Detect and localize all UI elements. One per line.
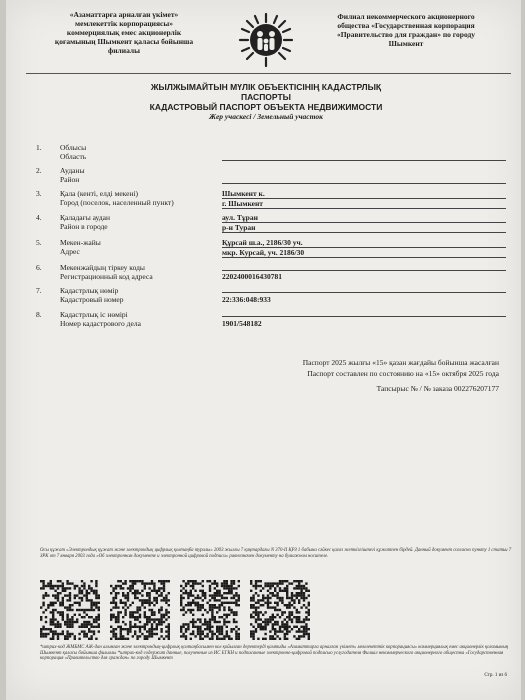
- field-number: 1.: [36, 143, 42, 152]
- field-label: [60, 286, 230, 304]
- qr-code: [40, 580, 100, 640]
- field-underline: [222, 270, 506, 271]
- statement-ru: Паспорт составлен по состоянию на «15» октября 2025 года: [307, 369, 499, 378]
- field-label: [60, 213, 230, 231]
- field-value: 1901/548182: [222, 319, 262, 328]
- field-number: 5.: [36, 238, 42, 247]
- header-left-line: мемлекеттік корпорациясы»: [75, 19, 173, 28]
- order-number: Тапсырыс № / № заказа 002276207177: [376, 384, 499, 393]
- field-number: 3.: [36, 189, 42, 198]
- header-left-line: «Азаматтарға арналған үкімет»: [69, 10, 179, 19]
- qr-code: [110, 580, 170, 640]
- field-underline: [222, 198, 506, 199]
- field-label-kk: Қаладағы аудан: [60, 213, 110, 222]
- header-right: [306, 12, 506, 48]
- field-underline: [222, 232, 506, 233]
- field-number: 6.: [36, 263, 42, 272]
- field-value: 2202400016430781: [222, 272, 282, 281]
- field-underline: [222, 292, 506, 293]
- field-value-kk: Құрсай ш.а., 2186/30 уч.: [222, 238, 303, 247]
- field-value: 22:336:048:933: [222, 295, 271, 304]
- header-left: [34, 10, 214, 55]
- field-label-ru: Номер кадастрового дела: [60, 319, 141, 328]
- qr-code: [180, 580, 240, 640]
- field-label-kk: Облысы: [60, 143, 87, 152]
- field-label-ru: Район в городе: [60, 222, 108, 231]
- field-underline: [222, 316, 506, 317]
- field-value-ru: р-н Туран: [222, 223, 256, 232]
- field-label-kk: Мекен-жайы: [60, 238, 101, 247]
- field-label-kk: Ауданы: [60, 166, 85, 175]
- header-right-line: «Правительство для граждан» по городу: [336, 30, 476, 39]
- field-underline: [222, 160, 506, 161]
- family-emblem-icon: [236, 10, 296, 70]
- field-label-kk: Кадастрлық нөмір: [60, 286, 119, 295]
- field-label: [60, 263, 230, 281]
- header-left-line: филиалы: [108, 46, 140, 55]
- field-underline: [222, 183, 506, 184]
- field-label-ru: Город (поселок, населенный пункт): [60, 198, 174, 207]
- header-divider: [26, 73, 511, 74]
- legal-note: Осы құжат «Электрондық құжат және электрондық цифрлық қолтаңба туралы» 2003 жылғы 7 қаңтардағы N 370-II ҚРЗ 1 бабына сәйкес қағаз жеткізгіштегі құжатпен бірдей. Данный документ согласно пункту 1 статьи 7 ЗРК от 7 января 2003 года «Об электронном документе и электронной цифровой подписи» равнозначен документу на бумажном носителе.: [40, 548, 512, 559]
- field-label-kk: Кадастрлық іс нөмірі: [60, 310, 128, 319]
- field-value-ru: г. Шымкент: [222, 199, 263, 208]
- field-number: 7.: [36, 286, 42, 295]
- header-left-line: қоғамының Шымкент қаласы бойынша: [54, 37, 194, 46]
- field-number: 4.: [36, 213, 42, 222]
- qr-code: [250, 580, 310, 640]
- barcode-note: *штрих-код ЖМБМС АЖ-дан алынған және электрондық-цифрлық қолтаңбасымен кол қойылған деректерді қамтиды «Азаматтарға арналған үкімет» мемлекеттік корпорациясы» коммерциялық емес акционерлік қоғамының Шымкент қаласы бойынша филиалы *штрих-код содержит данные, полученные из ИС ЕГКН и подписанные электронно-цифровой подписью услугодателя Филиал некоммерческого акционерного общества «Государственная корпорация «Правительство для граждан» по городу Шымкент: [40, 645, 509, 662]
- title-ru: КАДАСТРОВЫЙ ПАСПОРТ ОБЪЕКТА НЕДВИЖИМОСТИ: [149, 102, 383, 112]
- header-right-line: общества «Государственная корпорация: [337, 21, 475, 30]
- header-right-line: Шымкент: [388, 39, 424, 48]
- field-label-kk: Қала (кенті, елді мекені): [60, 189, 139, 198]
- field-label: [60, 310, 230, 328]
- field-number: 8.: [36, 310, 42, 319]
- field-value-ru: мкр. Курсай, уч. 2186/30: [222, 248, 305, 257]
- field-underline: [222, 257, 506, 258]
- field-number: 2.: [36, 166, 42, 175]
- field-label: [60, 189, 230, 207]
- field-label-ru: Кадастровый номер: [60, 295, 124, 304]
- statement-kk: Паспорт 2025 жылғы «15» қазан жағдайы бойынша жасалған: [302, 358, 499, 367]
- field-underline: [222, 208, 506, 209]
- page-number: Стр. 1 из 6: [484, 673, 507, 678]
- field-label-ru: Район: [60, 175, 80, 184]
- document-page: [6, 0, 521, 700]
- field-value-kk: аул. Тұран: [222, 213, 258, 222]
- field-label-kk: Мекенжайдың тіркеу коды: [60, 263, 145, 272]
- field-underline: [222, 222, 506, 223]
- object-subtype: Жер учаскесі / Земельный участок: [209, 112, 323, 121]
- field-label-ru: Область: [60, 152, 87, 161]
- title-kk-line1: ЖЫЛЖЫМАЙТЫН МҮЛІК ОБЪЕКТІСІНІҢ КАДАСТРЛЫҚ: [150, 82, 382, 92]
- field-label: [60, 238, 230, 256]
- header-left-line: коммерциялық емес акционерлік: [66, 28, 182, 37]
- field-label: [60, 166, 230, 184]
- title-kk-line2: ПАСПОРТЫ: [241, 92, 291, 102]
- field-label-ru: Регистрационный код адреса: [60, 272, 153, 281]
- header-right-line: Филиал некоммерческого акционерного: [337, 12, 475, 21]
- field-label-ru: Адрес: [60, 247, 80, 256]
- field-label: [60, 143, 230, 161]
- field-value-kk: Шымкент к.: [222, 189, 265, 198]
